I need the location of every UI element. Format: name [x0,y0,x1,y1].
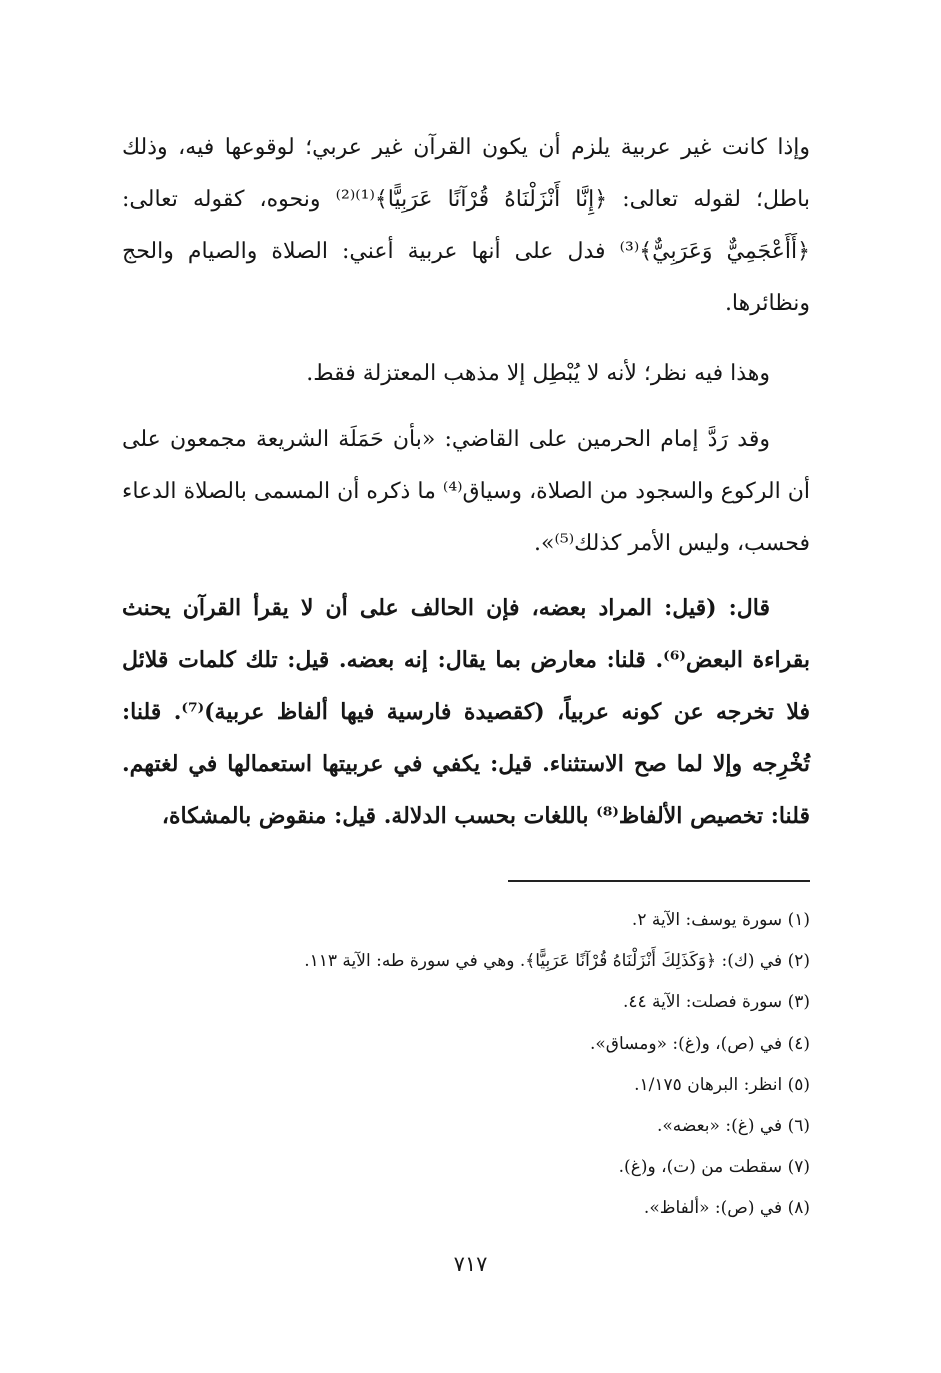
footnote-2: (٢) في (ك): ﴿وَكَذَلِكَ أَنْزَلْنَاهُ قُرْآنًا عَرَبِيًّا﴾. وهي في سورة طه: الآية ١١٣. [304,951,810,972]
footnotes-list [160,900,810,1230]
paragraph-main-text-bold: قال: (قيل: المراد بعضه، فإن الحالف على أن لا يقرأ القرآن يحنث بقراءة البعض⁽⁶⁾. قلنا: معارض بما يقال: إنه بعضه. قيل: تلك كلمات قلائل فلا تخرجه عن كونه عربياً، (كقصيدة فارسية فيها ألفاظ عربية)⁽⁷⁾. قلنا: تُخْرِجه وإلا لما صح الاستثناء. قيل: يكفي في عربيتها استعمالها في لغتهم. قلنا: تخصيص الألفاظ⁽⁸⁾ باللغات بحسب الدلالة. قيل: منقوض بالمشكاة، [122,595,811,829]
paragraph-objection: وهذا فيه نظر؛ لأنه لا يُبْطِل إلا مذهب المعتزلة فقط. [306,361,770,386]
footnote-7: (٧) سقطت من (ت)، و(غ). [618,1157,810,1178]
footnote-3: (٣) سورة فصلت: الآية ٤٤. [622,992,810,1013]
footnote-8: (٨) في (ص): «ألفاظ». [643,1198,810,1219]
paragraph-quran-arabic: وإذا كانت غير عربية يلزم أن يكون القرآن غير عربي؛ لوقوعها فيه، وذلك باطل؛ لقوله تعالى: ﴿إِنَّا أَنْزَلْنَاهُ قُرْآنًا عَرَبِيًّا﴾⁽¹⁾⁽²⁾ ونحوه، كقوله تعالى: ﴿أَأَعْجَمِيٌّ وَعَرَبِيٌّ﴾⁽³⁾ فدل على أنها عربية أعني: الصلاة والصيام والحج ونظائرها. [122,135,811,316]
footnote-separator [508,880,810,882]
page-number: ٧١٧ [453,1252,488,1276]
paragraph-imam-haramayn: وقد رَدَّ إمام الحرمين على القاضي: «بأن حَمَلَة الشريعة مجمعون على أن الركوع والسجود من الصلاة، وسياق⁽⁴⁾ ما ذكره أن المسمى بالصلاة الدعاء فحسب، وليس الأمر كذلك⁽⁵⁾». [122,427,810,556]
footnote-1: (١) سورة يوسف: الآية ٢. [631,910,810,930]
footnote-4: (٤) في (ص)، و(غ): «ومساق». [589,1033,810,1054]
footnote-6: (٦) في (غ): «بعضه». [656,1115,810,1136]
footnote-5: (٥) انظر: البرهان ١/١٧٥. [634,1074,810,1095]
